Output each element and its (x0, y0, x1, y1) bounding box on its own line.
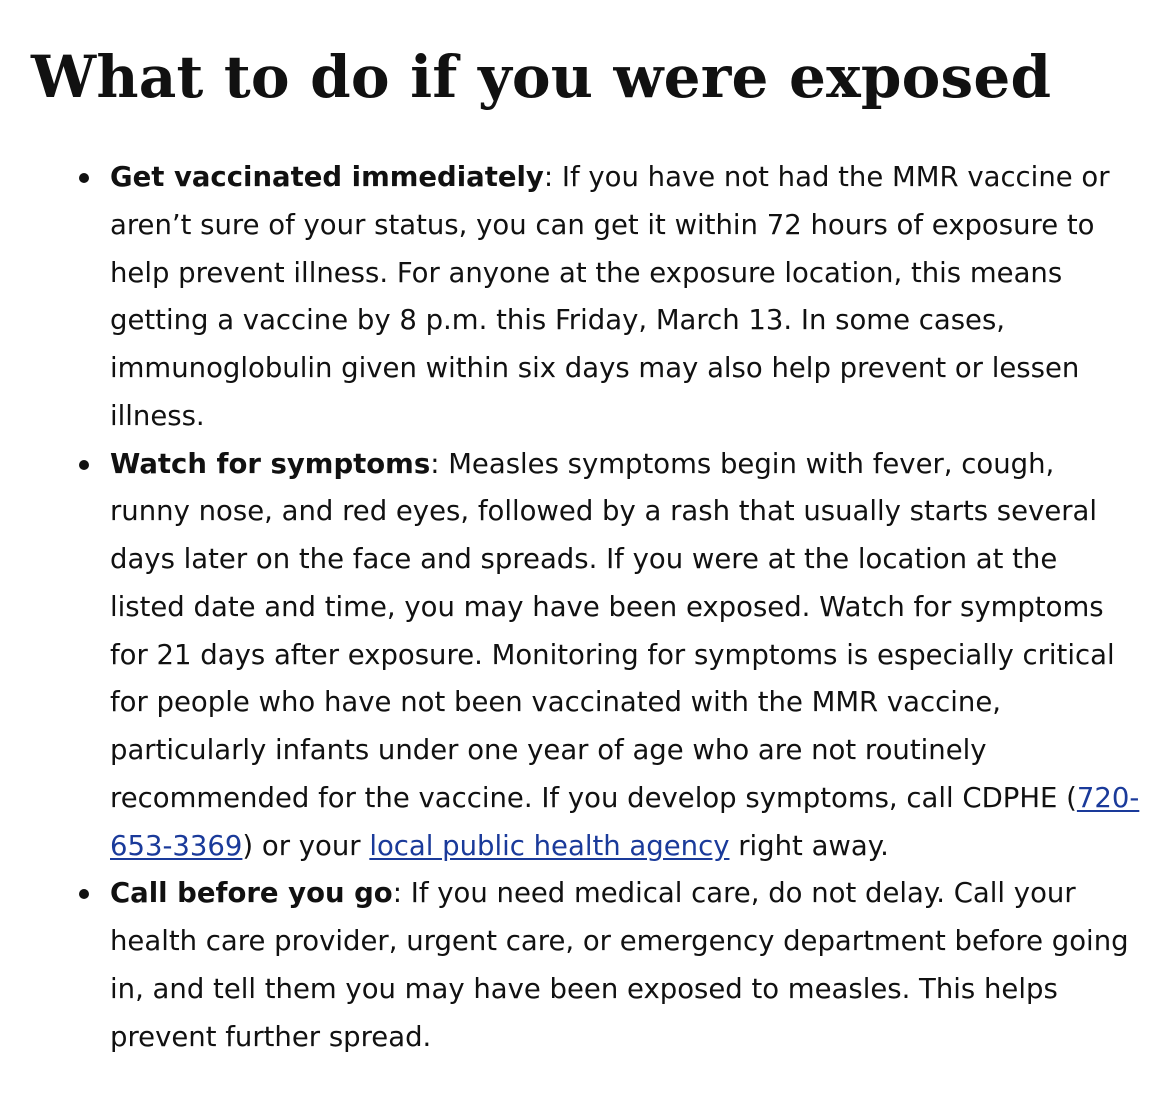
item-text-end: right away. (729, 829, 889, 862)
list-item-watch-symptoms (110, 441, 1140, 871)
item-lead: Get vaccinated immediately (110, 161, 544, 193)
local-health-agency-link[interactable]: local public health agency (369, 829, 730, 862)
item-text-mid: ) or your (242, 829, 370, 862)
list-item-call-before (110, 870, 1140, 1061)
item-text: : If you have not had the MMR vaccine or aren’t sure of your status, you can get it within 72 hours of exposure to help prevent illness. For anyone at the exposure location, this means getting a vaccine by 8 p.m. this Friday, March 13. In some cases, immunoglobulin given within six days may also help prevent or lessen illness. (110, 161, 1110, 432)
bullet-icon (79, 460, 89, 470)
item-text: : If you need medical care, do not delay. Call your health care provider, urgent care, or emergency department before going in, and tell them you may have been exposed to measles. This helps prevent further spread. (110, 877, 1129, 1053)
bullet-icon (79, 173, 89, 183)
list-item-get-vaccinated (110, 154, 1140, 441)
page-title: What to do if you were exposed (31, 43, 1052, 111)
guidance-list (110, 154, 1140, 1061)
cdphe-phone-link[interactable]: 720-653-3369 (110, 781, 1140, 862)
item-text: : Measles symptoms begin with fever, cough, runny nose, and red eyes, followed by a rash that usually starts several days later on the face and spreads. If you were at the location at the listed date and time, you may have been exposed. Watch for symptoms for 21 days after exposure. Monitoring for symptoms is especially critical for people who have not been vaccinated with the MMR vaccine, particularly infants under one year of age who are not routinely recommended for the vaccine. If you develop symptoms, call CDPHE ( (110, 447, 1115, 814)
item-lead: Call before you go (110, 877, 393, 910)
bullet-icon (79, 889, 89, 899)
item-lead: Watch for symptoms (110, 447, 431, 480)
